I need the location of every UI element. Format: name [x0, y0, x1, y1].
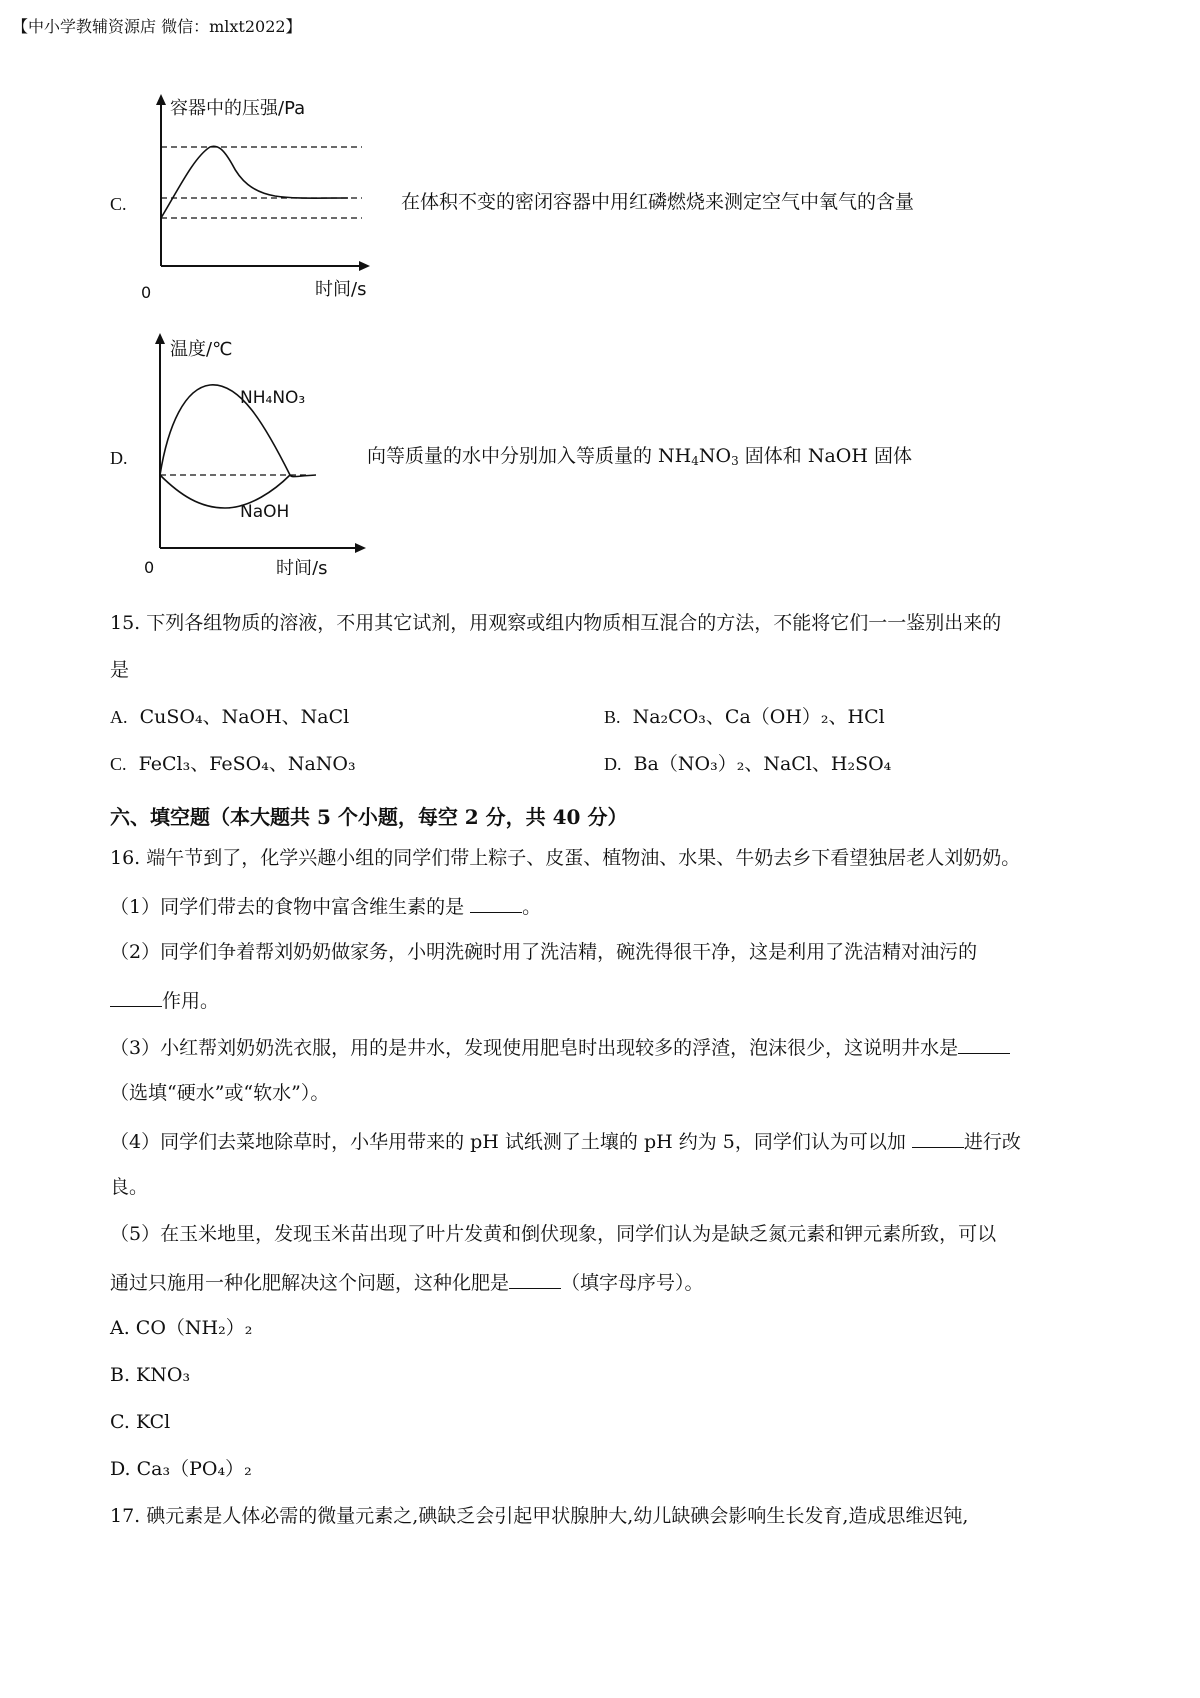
q15-stem-line1: 15. 下列各组物质的溶液，不用其它试剂，用观察或组内物质相互混合的方法，不能将它们一一鉴别出来的	[110, 612, 1002, 634]
option-d-description: 向等质量的水中分别加入等质量的 $NH_4NO_3$ 固体和 NaOH 固体	[367, 445, 912, 468]
q17-stem: 17. 碘元素是人体必需的微量元素之,碘缺乏会引起甲状腺肿大,幼儿缺碘会影响生长发育,造成思维迟钝,	[110, 1505, 969, 1527]
q15-option-b: B. Na₂CO₃、Ca（OH）₂、HCl	[604, 706, 885, 728]
chart-d-ylabel: 温度/℃	[170, 339, 233, 360]
q16-option-d: D. Ca₃（PO₄）₂	[110, 1458, 252, 1480]
chart-d-xlabel: 时间/s	[276, 558, 328, 575]
q16-part4-line1: （4）同学们去菜地除草时，小华用带来的 pH 试纸测了土壤的 pH 约为 5，同学们认为可以加 进行改	[110, 1131, 1021, 1153]
q16-part4-blank[interactable]	[912, 1131, 964, 1148]
x-axis-arrow	[355, 543, 366, 553]
q16-part5-line2: 通过只施用一种化肥解决这个问题，这种化肥是 （填字母序号）。	[110, 1272, 704, 1294]
q16-part1: （1）同学们带去的食物中富含维生素的是 。	[110, 896, 542, 918]
q16-part2-line2: 作用。	[110, 990, 219, 1011]
q16-part2-line1: （2）同学们争着帮刘奶奶做家务，小明洗碗时用了洗洁精，碗洗得很干净，这是利用了洗洁精对油污的	[110, 941, 978, 963]
q16-part3-line2: （选填“硬水”或“软水”）。	[110, 1082, 330, 1104]
q15-stem-line2: 是	[110, 659, 130, 681]
q15-option-d: D. Ba（NO₃）₂、NaCl、H₂SO₄	[604, 753, 892, 775]
chart-c-xlabel: 时间/s	[315, 279, 367, 300]
q16-part5-blank[interactable]	[509, 1272, 561, 1289]
q16-part1-blank[interactable]	[470, 896, 522, 913]
q16-option-b: B. KNO₃	[110, 1364, 191, 1386]
q16-part3-line1: （3）小红帮刘奶奶洗衣服，用的是井水，发现使用肥皂时出现较多的浮渣，泡沫很少，这说明井水是	[110, 1037, 1010, 1058]
q16-option-a: A. CO（NH₂）₂	[110, 1317, 253, 1339]
chart-d-origin: 0	[144, 558, 155, 575]
option-d-letter: D.	[110, 448, 128, 468]
q16-option-c: C. KCl	[110, 1411, 171, 1433]
option-c-pressure-chart	[140, 92, 380, 308]
chart-c-ylabel: 容器中的压强/Pa	[170, 98, 306, 119]
option-d-temperature-chart	[140, 330, 380, 575]
pressure-curve	[161, 146, 348, 218]
page-header: 【中小学教辅资源店 微信：mlxt2022】	[12, 17, 302, 36]
chart-d-series-top: NH₄NO₃	[240, 388, 306, 408]
y-axis-arrow	[155, 333, 165, 344]
chart-c-origin: 0	[141, 283, 152, 302]
q16-part5-line1: （5）在玉米地里，发现玉米苗出现了叶片发黄和倒伏现象，同学们认为是缺乏氮元素和钾元素所致，可以	[110, 1223, 997, 1245]
x-axis-arrow	[359, 261, 370, 271]
option-c-description: 在体积不变的密闭容器中用红磷燃烧来测定空气中氧气的含量	[401, 191, 915, 213]
q16-part3-blank[interactable]	[958, 1037, 1010, 1054]
q16-stem: 16. 端午节到了，化学兴趣小组的同学们带上粽子、皮蛋、植物油、水果、牛奶去乡下看望独居老人刘奶奶。	[110, 847, 1021, 869]
section-6-heading: 六、填空题（本大题共 5 个小题，每空 2 分，共 40 分）	[110, 805, 628, 829]
q16-part4-line2: 良。	[110, 1176, 149, 1198]
q15-option-c: C. FeCl₃、FeSO₄、NaNO₃	[110, 753, 356, 775]
q16-part2-blank[interactable]	[110, 990, 162, 1007]
y-axis-arrow	[156, 94, 166, 105]
option-c-letter: C.	[110, 194, 127, 214]
q15-option-a: A. CuSO₄、NaOH、NaCl	[110, 706, 350, 728]
chart-d-series-bottom: NaOH	[240, 502, 290, 522]
